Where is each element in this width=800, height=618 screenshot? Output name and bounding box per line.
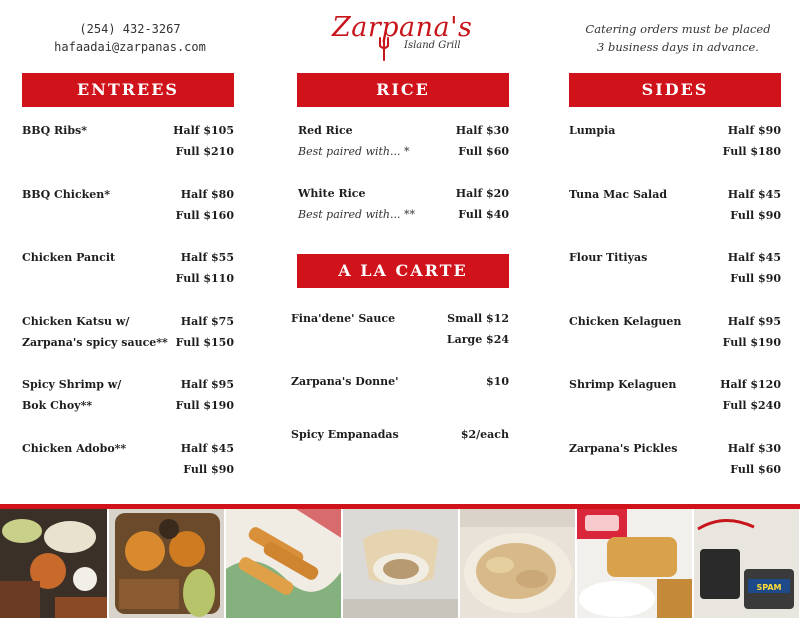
menu-item: Chicken Adobo** Half $45 Full $90 (22, 441, 234, 476)
menu-item: Shrimp Kelaguen Half $120 Full $240 (569, 378, 781, 412)
alacarte-heading: A LA CARTE (297, 254, 509, 288)
entrees-heading: ENTREES (22, 73, 234, 107)
menu-item: Chicken Pancit Half $55 Full $110 (22, 251, 234, 285)
menu-item: Lumpia Half $90 Full $180 (569, 124, 781, 158)
menu-item: White Rice Best paired with... ** Half $20 Full $40 (298, 187, 509, 221)
logo-subtitle: Island Grill (404, 40, 461, 51)
rice-heading: RICE (297, 73, 509, 107)
menu-item: Spicy Shrimp w/ Bok Choy** Half $95 Full $190 (22, 378, 234, 412)
menu-item: Zarpana's Donne' $10 (291, 375, 509, 388)
menu-item: Red Rice Best paired with... * Half $30 Full $60 (298, 124, 509, 158)
sides-heading: SIDES (569, 73, 781, 107)
menu-item: Zarpana's Pickles Half $30 Full $60 (569, 441, 781, 476)
email-address: hafaadai@zarpanas.com (54, 40, 206, 54)
logo-wordmark: Zarpana's (332, 12, 473, 43)
contact-info (40, 20, 220, 56)
menu-item: Fina'dene' Sauce Small $12 Large $24 (291, 312, 509, 346)
menu-item: Spicy Empanadas $2/each (291, 428, 509, 441)
restaurant-logo (328, 8, 478, 64)
menu-item: BBQ Chicken* Half $80 Full $160 (22, 187, 234, 222)
photo-spam-musubi (692, 509, 799, 618)
photo-pancit (458, 509, 575, 618)
catering-notice: Catering orders must be placed 3 business days in advance. (585, 22, 771, 54)
food-photo-strip (0, 509, 800, 618)
photo-fried-chicken (107, 509, 224, 618)
photo-bbq-platter (0, 509, 107, 618)
menu-item: Tuna Mac Salad Half $45 Full $90 (569, 187, 781, 222)
photo-lumpia (224, 509, 341, 618)
menu-item: Chicken Katsu w/ Zarpana's spicy sauce** Half $75 Full $150 (22, 314, 234, 349)
sides-list (569, 120, 781, 501)
fork-icon (374, 36, 398, 62)
menu-item: BBQ Ribs* Half $105 Full $210 (22, 124, 234, 158)
entrees-list (22, 120, 234, 501)
alacarte-list (291, 308, 509, 477)
photo-katsu (575, 509, 692, 618)
photo-empanada (341, 509, 458, 618)
menu-item: Flour Titiyas Half $45 Full $90 (569, 251, 781, 285)
rice-list (298, 120, 509, 246)
spam-label: SPAM (756, 583, 782, 592)
menu-item: Chicken Kelaguen Half $95 Full $190 (569, 314, 781, 349)
phone-number: (254) 432-3267 (79, 22, 181, 36)
